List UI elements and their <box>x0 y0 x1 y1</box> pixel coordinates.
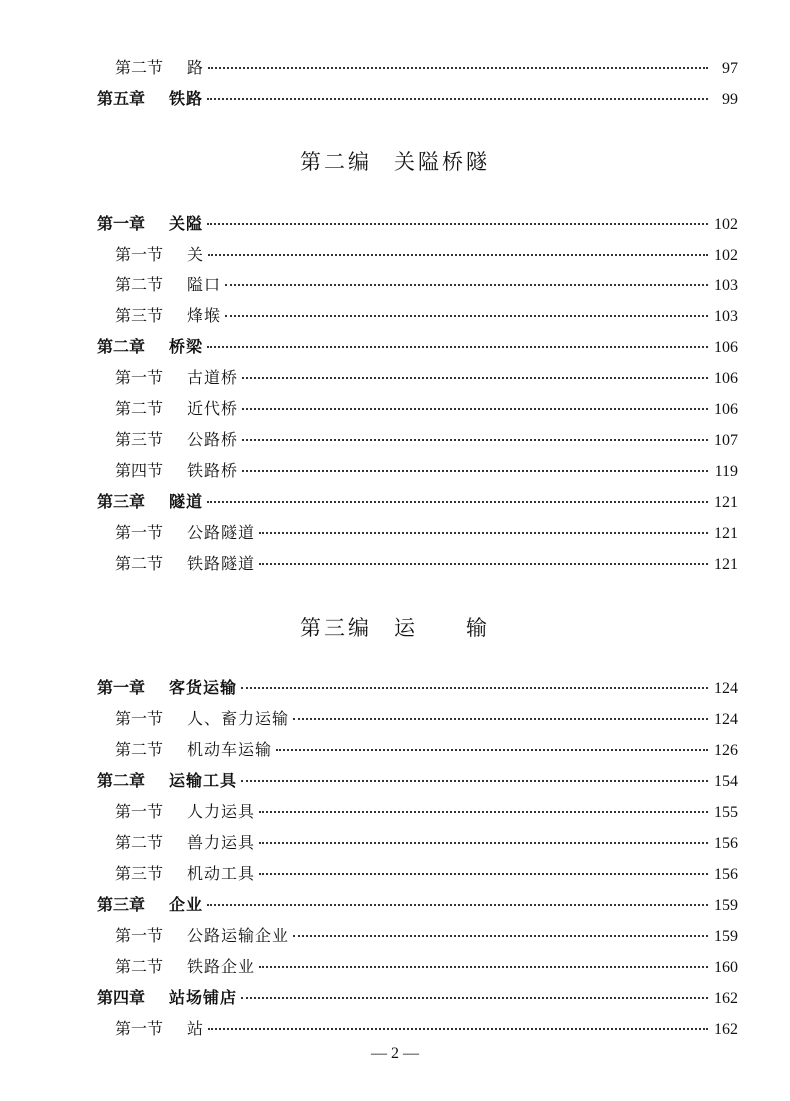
toc-entry-chapter <box>97 768 738 794</box>
dot-leader <box>242 376 708 379</box>
entry-page-number: 121 <box>714 525 738 542</box>
entry-title: 企业 <box>169 895 204 914</box>
toc-entry-section <box>115 520 738 546</box>
entry-page-number: 121 <box>714 494 738 511</box>
entry-page-number: 106 <box>714 339 738 356</box>
entry-number: 第二节 <box>115 58 164 77</box>
entry-page-number: 106 <box>714 370 738 387</box>
entry-number: 第一节 <box>115 368 164 387</box>
dot-leader <box>259 810 708 813</box>
entry-title: 关 <box>187 245 205 264</box>
entry-page-number: 107 <box>714 432 738 449</box>
entry-title: 铁路隧道 <box>187 554 256 573</box>
entry-title: 机动车运输 <box>187 740 273 759</box>
dot-leader <box>208 253 708 256</box>
entry-number: 第一章 <box>97 678 146 697</box>
entry-title: 兽力运具 <box>187 833 256 852</box>
entry-title: 公路隧道 <box>187 523 256 542</box>
entry-title: 铁路桥 <box>187 461 239 480</box>
entry-title: 铁路企业 <box>187 957 256 976</box>
part-number: 第二编 <box>300 150 372 174</box>
toc-entry-section <box>115 1016 738 1042</box>
toc-entry-section <box>115 737 738 763</box>
entry-title: 古道桥 <box>187 368 239 387</box>
entry-page-number: 97 <box>722 60 738 77</box>
entry-page-number: 124 <box>714 680 738 697</box>
part-title-text: 运 输 <box>394 616 490 640</box>
toc-entry-chapter <box>97 675 738 701</box>
entry-page-number: 156 <box>714 835 738 852</box>
entry-title: 人力运具 <box>187 802 256 821</box>
dot-leader <box>225 314 708 317</box>
toc-entry-section <box>115 427 738 453</box>
dot-leader <box>208 1027 708 1030</box>
part-title-text: 关隘桥隧 <box>394 150 490 174</box>
entry-title: 客货运输 <box>169 678 238 697</box>
entry-number: 第一节 <box>115 245 164 264</box>
entry-page-number: 121 <box>714 556 738 573</box>
entry-number: 第二节 <box>115 399 164 418</box>
toc-entry-chapter <box>97 211 738 237</box>
toc-entry-section <box>115 830 738 856</box>
entry-page-number: 156 <box>714 866 738 883</box>
entry-page-number: 103 <box>714 277 738 294</box>
toc-entry-section <box>115 272 738 298</box>
entry-title: 公路运输企业 <box>187 926 290 945</box>
dot-leader <box>242 407 708 410</box>
entry-page-number: 160 <box>714 959 738 976</box>
entry-title: 近代桥 <box>187 399 239 418</box>
entry-page-number: 154 <box>714 773 738 790</box>
entry-page-number: 119 <box>714 463 738 480</box>
entry-page-number: 159 <box>714 897 738 914</box>
entry-number: 第二章 <box>97 771 146 790</box>
toc-entry-chapter <box>97 892 738 918</box>
entry-page-number: 124 <box>714 711 738 728</box>
entry-number: 第二节 <box>115 740 164 759</box>
dot-leader <box>207 903 708 906</box>
toc-entry-section <box>115 396 738 422</box>
entry-page-number: 103 <box>714 308 738 325</box>
toc-entry-chapter <box>97 86 738 112</box>
dot-leader <box>259 562 708 565</box>
entry-title: 路 <box>187 58 205 77</box>
toc-entry-section <box>115 954 738 980</box>
dot-leader <box>207 345 708 348</box>
entry-number: 第二节 <box>115 957 164 976</box>
entry-page-number: 162 <box>714 1021 738 1038</box>
dot-leader <box>293 717 708 720</box>
dot-leader <box>241 996 708 999</box>
entry-page-number: 102 <box>714 247 738 264</box>
entry-title: 站 <box>187 1019 205 1038</box>
dot-leader <box>207 97 708 100</box>
part-heading <box>0 146 790 176</box>
entry-number: 第二节 <box>115 833 164 852</box>
entry-title: 隘口 <box>187 275 222 294</box>
entry-number: 第四节 <box>115 461 164 480</box>
entry-number: 第三节 <box>115 306 164 325</box>
dot-leader <box>241 779 708 782</box>
entry-number: 第一节 <box>115 523 164 542</box>
dot-leader <box>276 748 708 751</box>
entry-number: 第一节 <box>115 1019 164 1038</box>
entry-number: 第五章 <box>97 89 146 108</box>
part-heading <box>0 612 790 642</box>
page-footer-number: — 2 — <box>371 1045 419 1062</box>
entry-title: 运输工具 <box>169 771 238 790</box>
entry-title: 公路桥 <box>187 430 239 449</box>
entry-number: 第一节 <box>115 802 164 821</box>
entry-number: 第三节 <box>115 430 164 449</box>
entry-page-number: 126 <box>714 742 738 759</box>
dot-leader <box>259 531 708 534</box>
entry-title: 人、畜力运输 <box>187 709 290 728</box>
entry-number: 第二节 <box>115 554 164 573</box>
entry-number: 第三节 <box>115 864 164 883</box>
dot-leader <box>207 500 708 503</box>
toc-entry-section <box>115 706 738 732</box>
entry-page-number: 162 <box>714 990 738 1007</box>
toc-entry-section <box>115 303 738 329</box>
dot-leader <box>259 841 708 844</box>
entry-number: 第二节 <box>115 275 164 294</box>
toc-entry-section <box>115 458 738 484</box>
dot-leader <box>242 438 708 441</box>
entry-number: 第二章 <box>97 337 146 356</box>
toc-entry-section <box>115 242 738 268</box>
dot-leader <box>225 283 708 286</box>
dot-leader <box>242 469 708 472</box>
entry-title: 站场铺店 <box>169 988 238 1007</box>
entry-title: 关隘 <box>169 214 204 233</box>
toc-entry-chapter <box>97 334 738 360</box>
toc-entry-section <box>115 55 738 81</box>
toc-entry-section <box>115 799 738 825</box>
toc-entry-section <box>115 861 738 887</box>
entry-number: 第一节 <box>115 926 164 945</box>
dot-leader <box>207 222 708 225</box>
toc-entry-section <box>115 551 738 577</box>
toc-entry-section <box>115 365 738 391</box>
entry-page-number: 159 <box>714 928 738 945</box>
part-number: 第三编 <box>300 616 372 640</box>
toc-entry-chapter <box>97 985 738 1011</box>
entry-title: 机动工具 <box>187 864 256 883</box>
entry-number: 第四章 <box>97 988 146 1007</box>
toc-entry-section <box>115 923 738 949</box>
entry-number: 第一节 <box>115 709 164 728</box>
entry-number: 第一章 <box>97 214 146 233</box>
dot-leader <box>293 934 708 937</box>
entry-title: 桥梁 <box>169 337 204 356</box>
dot-leader <box>241 686 708 689</box>
dot-leader <box>208 66 708 69</box>
entry-number: 第三章 <box>97 895 146 914</box>
entry-number: 第三章 <box>97 492 146 511</box>
entry-page-number: 102 <box>714 216 738 233</box>
entry-title: 烽堠 <box>187 306 222 325</box>
entry-page-number: 106 <box>714 401 738 418</box>
toc-entry-chapter <box>97 489 738 515</box>
entry-title: 铁路 <box>169 89 204 108</box>
dot-leader <box>259 965 708 968</box>
entry-page-number: 155 <box>714 804 738 821</box>
entry-page-number: 99 <box>722 91 738 108</box>
entry-title: 隧道 <box>169 492 204 511</box>
dot-leader <box>259 872 708 875</box>
